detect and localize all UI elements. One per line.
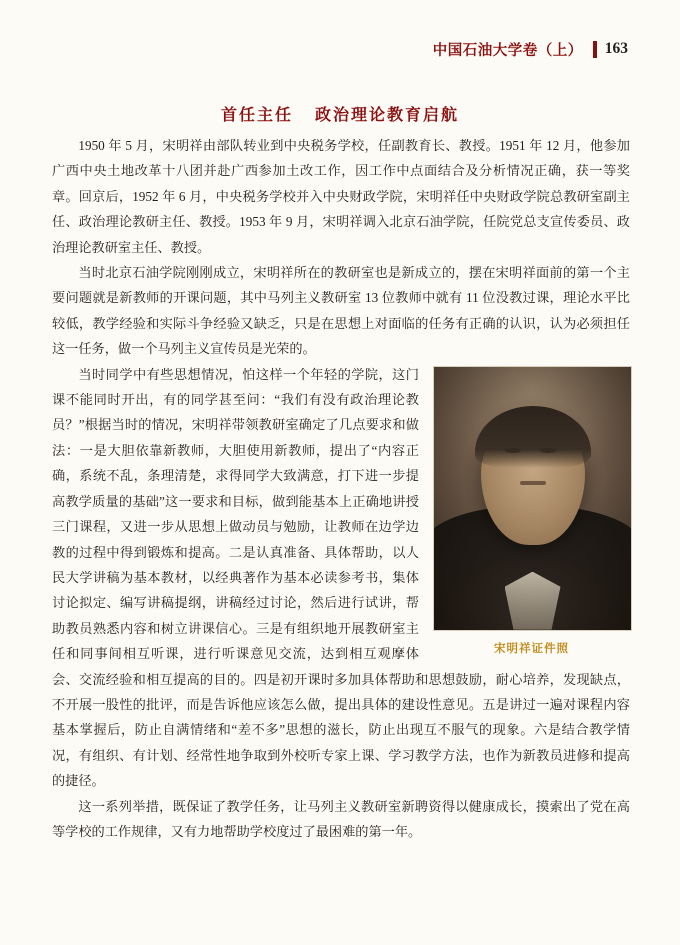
paragraph-2: 当时北京石油学院刚刚成立，宋明祥所在的教研室也是新成立的，摆在宋明祥面前的第一个主要问题就是新教师的开课问题，其中马列主义教研室 13 位教师中就有 11 位没教过课，理论水平比较低，教学经验和实际斗争经验又缺乏，只是在思想上对面临的任务有正确的认识，认为必须担任这一任务，做一个马列主义宣传员是光荣的。 [52, 265, 630, 357]
portrait-caption: 宋明祥证件照 [494, 642, 569, 655]
portrait-photo [433, 366, 632, 631]
header-divider-bar [593, 41, 597, 58]
section-title-part2: 政治理论教育启航 [315, 107, 460, 124]
body-text-column [52, 133, 630, 844]
portrait-figure [433, 366, 630, 656]
paragraph-4: 这一系列举措，既保证了教学任务，让马列主义教研室新聘资得以健康成长，摸索出了党在高等学校的工作规律，又有力地帮助学校度过了最困难的第一年。 [52, 798, 630, 839]
section-title-part1: 首任主任 [220, 107, 293, 124]
section-title [0, 102, 680, 125]
paragraph-3: 当时同学中有些思想情况，怕这样一个年轻的学院，这门课不能同时开出，有的同学甚至问：“我们有没有政治理论教员？”根据当时的情况，宋明祥带领教研室确定了几点要求和做法：一是大胆依靠新教师，大胆使用新教师，提出了“内容正确，系统不乱，条理清楚，求得同学大致满意，打下进一步提高教学质量的基础”这一要求和目标，做到能基本上正确地讲授三门课程，又进一步从思想上做动员与勉励，让教师在边学边教的过程中得到锻炼和提高。二是认真准备、具体帮助，以人民大学讲稿为基本教材，以经典著作为基本必读参考书，集体讨论拟定、编写讲稿提纲，讲稿经过讨论，然后进行试讲，帮助教员熟悉内容和树立讲课信心。三是有组织地开展教研室主任和同事间相互听课，进行听课意见交流，达到相互观摩体会、交流经验和相互提高的目的。四是初开课时多加具体帮助和思想鼓励，耐心培养，发现缺点，不开展一股性的批评，而是告诉他应该怎么做，提出具体的建设性意见。五是讲过一遍对课程内容基本掌握后，防止自满情绪和“差不多”思想的滋长，防止出现互不服气的现象。六是结合教学情况，有组织、有计划、经常性地争取到外校听专家上课、学习教学方法，也作为新教员进修和提高的捷径。 [52, 366, 630, 789]
paragraph-1: 1950 年 5 月，宋明祥由部队转业到中央税务学校，任副教育长、教授。1951 年 12 月，他参加广西中央土地改革十八团并赴广西参加土改工作，因工作中点面结合及分析情况正确，获一等奖章。回京后，1952 年 6 月，中央税务学校并入中央财政学院，宋明祥任中央财政学院总教研室副主任、政治理论教研主任、教授。1953 年 9 月，宋明祥调入北京石油学院，任院党总支宣传委员、政治理论教研室主任、教授。 [52, 138, 630, 255]
portrait-vignette [434, 367, 631, 630]
page-number: 163 [604, 40, 628, 57]
book-title: 中国石油大学卷（上） [432, 42, 583, 59]
page-header [433, 38, 628, 60]
